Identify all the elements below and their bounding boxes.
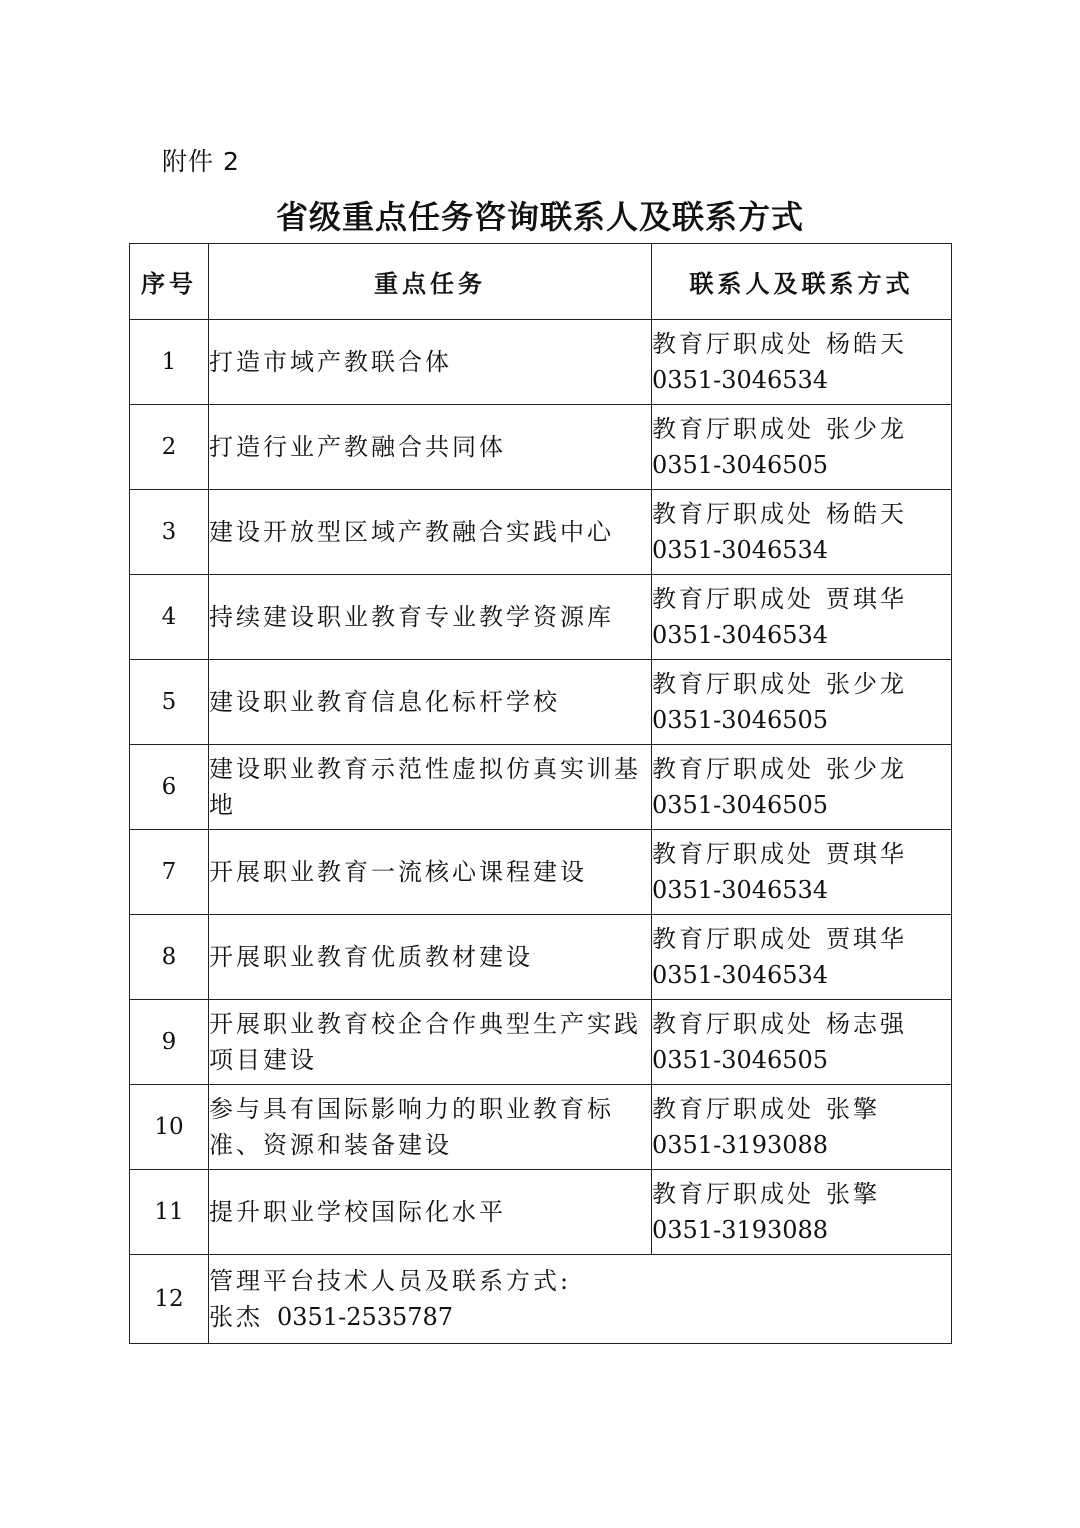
contacts-table — [129, 243, 952, 1344]
contact-person: 杨皓天 — [826, 330, 907, 358]
technical-contact-phone: 0351-2535787 — [277, 1303, 454, 1331]
header-number: 序号 — [130, 244, 209, 320]
table-row — [130, 1000, 952, 1085]
row-number: 2 — [130, 405, 209, 490]
row-contact — [652, 1000, 952, 1085]
table-row — [130, 490, 952, 575]
contact-person: 张擎 — [826, 1180, 880, 1208]
contact-office: 教育厅职成处 — [652, 670, 814, 698]
row-task: 提升职业学校国际化水平 — [209, 1170, 652, 1255]
contact-office: 教育厅职成处 — [652, 1010, 814, 1038]
row-contact — [652, 1170, 952, 1255]
row-task: 开展职业教育一流核心课程建设 — [209, 830, 652, 915]
technical-contact-cell — [209, 1255, 952, 1344]
contact-office: 教育厅职成处 — [652, 1095, 814, 1123]
row-task: 打造市域产教联合体 — [209, 320, 652, 405]
header-task: 重点任务 — [209, 244, 652, 320]
contact-person: 杨皓天 — [826, 500, 907, 528]
technical-contact-person: 张杰 — [209, 1303, 263, 1331]
row-task: 持续建设职业教育专业教学资源库 — [209, 575, 652, 660]
row-task: 开展职业教育校企合作典型生产实践项目建设 — [209, 1000, 652, 1085]
contact-phone: 0351-3046534 — [652, 621, 829, 649]
contact-office: 教育厅职成处 — [652, 755, 814, 783]
table-row — [130, 660, 952, 745]
contact-person: 贾琪华 — [826, 585, 907, 613]
contact-person: 张少龙 — [826, 670, 907, 698]
contact-person: 张擎 — [826, 1095, 880, 1123]
table-row — [130, 320, 952, 405]
row-number: 7 — [130, 830, 209, 915]
row-contact — [652, 745, 952, 830]
contact-office: 教育厅职成处 — [652, 1180, 814, 1208]
contact-phone: 0351-3046534 — [652, 366, 829, 394]
contact-phone: 0351-3046505 — [652, 706, 829, 734]
contact-phone: 0351-3046505 — [652, 451, 829, 479]
table-row — [130, 405, 952, 490]
contact-office: 教育厅职成处 — [652, 925, 814, 953]
row-contact — [652, 490, 952, 575]
row-number: 8 — [130, 915, 209, 1000]
row-number: 6 — [130, 745, 209, 830]
contact-phone: 0351-3046534 — [652, 536, 829, 564]
contact-person: 贾琪华 — [826, 925, 907, 953]
row-number: 5 — [130, 660, 209, 745]
table-row — [130, 575, 952, 660]
table-row — [130, 745, 952, 830]
row-task: 建设职业教育信息化标杆学校 — [209, 660, 652, 745]
row-contact — [652, 830, 952, 915]
contact-person: 张少龙 — [826, 415, 907, 443]
contact-phone: 0351-3046505 — [652, 1046, 829, 1074]
contact-office: 教育厅职成处 — [652, 415, 814, 443]
contact-office: 教育厅职成处 — [652, 840, 814, 868]
contact-phone: 0351-3046534 — [652, 876, 829, 904]
row-number: 1 — [130, 320, 209, 405]
table-row — [130, 1085, 952, 1170]
row-contact — [652, 915, 952, 1000]
row-task: 建设职业教育示范性虚拟仿真实训基地 — [209, 745, 652, 830]
row-number: 3 — [130, 490, 209, 575]
row-number: 9 — [130, 1000, 209, 1085]
contact-office: 教育厅职成处 — [652, 585, 814, 613]
contact-person: 杨志强 — [826, 1010, 907, 1038]
contact-phone: 0351-3193088 — [652, 1216, 829, 1244]
attachment-label: 附件 2 — [162, 147, 240, 176]
contact-phone: 0351-3046505 — [652, 791, 829, 819]
contact-person: 贾琪华 — [826, 840, 907, 868]
page-title: 省级重点任务咨询联系人及联系方式 — [275, 198, 804, 236]
table-header-row — [130, 244, 952, 320]
table-row — [130, 1170, 952, 1255]
row-task: 建设开放型区域产教融合实践中心 — [209, 490, 652, 575]
contact-phone: 0351-3193088 — [652, 1131, 829, 1159]
row-contact — [652, 660, 952, 745]
row-number: 11 — [130, 1170, 209, 1255]
contact-person: 张少龙 — [826, 755, 907, 783]
row-number: 4 — [130, 575, 209, 660]
contact-phone: 0351-3046534 — [652, 961, 829, 989]
row-contact — [652, 405, 952, 490]
row-task: 参与具有国际影响力的职业教育标准、资源和装备建设 — [209, 1085, 652, 1170]
row-contact — [652, 1085, 952, 1170]
table-row — [130, 830, 952, 915]
table-row — [130, 915, 952, 1000]
row-task: 打造行业产教融合共同体 — [209, 405, 652, 490]
contact-office: 教育厅职成处 — [652, 500, 814, 528]
technical-contact-label: 管理平台技术人员及联系方式: — [209, 1267, 572, 1295]
row-number: 12 — [130, 1255, 209, 1344]
row-task: 开展职业教育优质教材建设 — [209, 915, 652, 1000]
header-contact: 联系人及联系方式 — [652, 244, 952, 320]
row-contact — [652, 320, 952, 405]
table-row-technical-contact — [130, 1255, 952, 1344]
row-number: 10 — [130, 1085, 209, 1170]
row-contact — [652, 575, 952, 660]
contact-office: 教育厅职成处 — [652, 330, 814, 358]
